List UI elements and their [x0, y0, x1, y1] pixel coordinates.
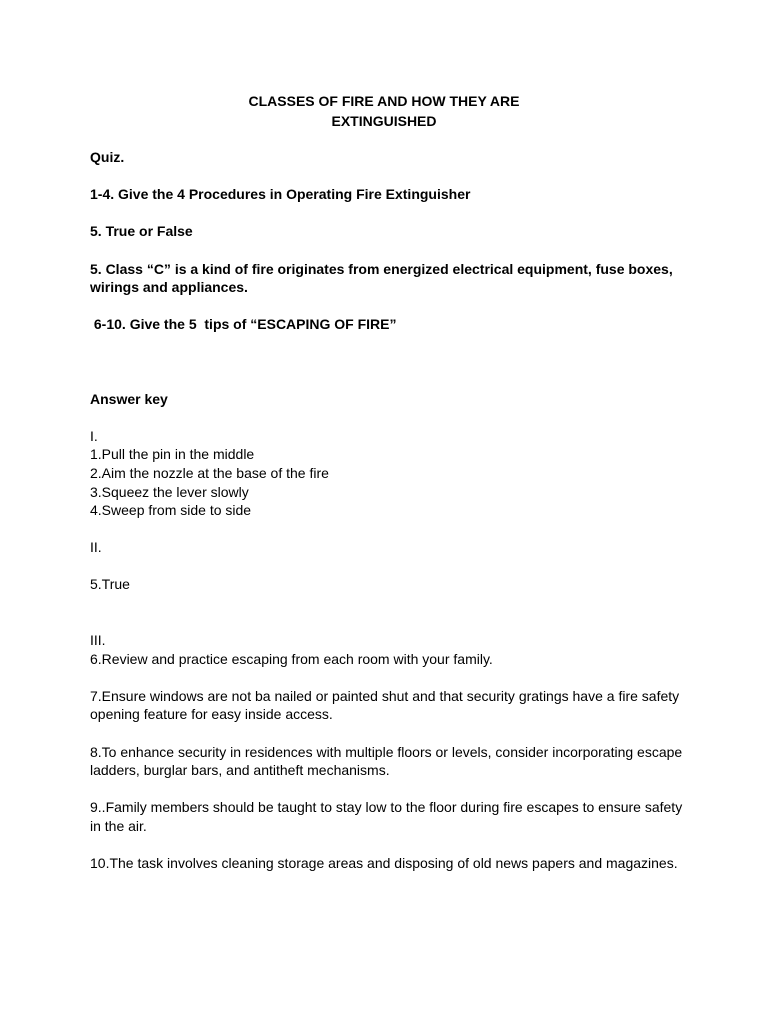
answer-item-7-line-2: opening feature for easy inside access. — [90, 706, 333, 723]
quiz-question-1-4: 1-4. Give the 4 Procedures in Operating Fire Extinguisher — [90, 186, 471, 203]
answer-section-3-label: III. — [90, 632, 106, 649]
answer-item-4: 4.Sweep from side to side — [90, 502, 252, 519]
quiz-heading: Quiz. — [90, 149, 125, 165]
answer-item-8-line-2: ladders, burglar bars, and antitheft mechanisms. — [90, 762, 390, 779]
answer-item-8-line-1: 8.To enhance security in residences with multiple floors or levels, consider incorporating escape — [90, 743, 683, 760]
answer-item-5: 5.True — [90, 576, 130, 593]
quiz-true-false-heading: 5. True or False — [90, 223, 193, 240]
title-line-2: EXTINGUISHED — [331, 112, 437, 129]
document-title — [0, 92, 768, 131]
answer-item-7-line-1: 7.Ensure windows are not ba nailed or painted shut and that security gratings have a fire safety — [90, 687, 680, 704]
answer-section-2-label: II. — [90, 539, 102, 556]
answer-item-3: 3.Squeez the lever slowly — [90, 483, 249, 500]
answer-key-heading: Answer key — [90, 390, 168, 407]
answer-item-2: 2.Aim the nozzle at the base of the fire — [90, 464, 329, 481]
quiz-question-5-line-1: 5. Class “C” is a kind of fire originates from energized electrical equipment, fuse boxes, — [90, 260, 673, 277]
quiz-question-5-line-2: wirings and appliances. — [90, 279, 248, 296]
answer-item-9-line-1: 9..Family members should be taught to stay low to the floor during fire escapes to ensure safety — [90, 799, 683, 816]
answer-item-1: 1.Pull the pin in the middle — [90, 446, 255, 463]
answer-item-6: 6.Review and practice escaping from each room with your family. — [90, 650, 493, 667]
quiz-question-6-10: 6-10. Give the 5 tips of “ESCAPING OF FIRE” — [90, 316, 397, 333]
document-body — [90, 148, 690, 873]
answer-section-1-label: I. — [90, 427, 98, 444]
answer-item-9-line-2: in the air. — [90, 818, 147, 834]
answer-item-10: 10.The task involves cleaning storage areas and disposing of old news papers and magazines. — [90, 855, 678, 872]
title-line-1: CLASSES OF FIRE AND HOW THEY ARE — [248, 93, 520, 109]
